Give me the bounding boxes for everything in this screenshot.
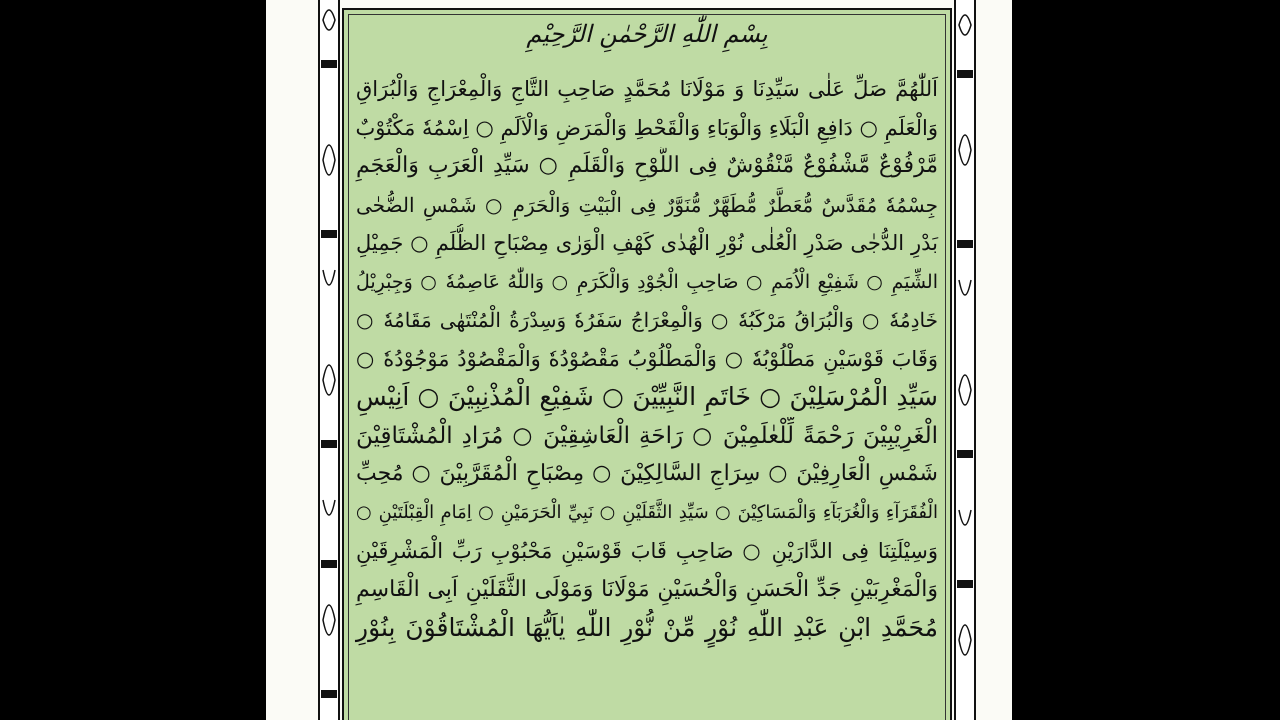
text-panel bbox=[342, 8, 952, 720]
text-line: الْفُقَرَآءِ وَالْغُرَبَآءِ وَالْمَسَاكِيْنَ ○ سَيِّدِ الثَّقَلَيْنِ ○ نَبِيِّ الْحَرَمَيْنِ ○ اِمَامِ الْقِبْلَتَيْنِ ○ bbox=[356, 501, 938, 523]
text-line: شَمْسِ الْعَارِفِيْنَ ○ سِرَاجِ السَّالِكِيْنَ ○ مِصْبَاحِ الْمُقَرَّبِيْنَ ○ مُحِبِّ bbox=[356, 461, 938, 486]
text-line: مَّرْفُوْعٌ مَّشْفُوْعٌ مَّنْقُوْشٌ فِى اللَّوْحِ وَالْقَلَمِ ○ سَيِّدِ الْعَرَبِ وَالْعَجَمِ bbox=[356, 153, 938, 178]
text-line: الشِّيَمِ ○ شَفِيْعِ الْاُمَمِ ○ صَاحِبِ الْجُوْدِ وَالْكَرَمِ ○ وَاللّٰهُ عَاصِمُهٗ ○ وَجِبْرِيْلُ bbox=[356, 270, 938, 293]
text-line: جِسْمُهٗ مُقَدَّسٌ مُّعَطَّرٌ مُّطَهَّرٌ مُّنَوَّرٌ فِى الْبَيْتِ وَالْحَرَمِ ○ شَمْسِ الضُّحٰى bbox=[356, 192, 938, 217]
text-line: بَدْرِ الدُّجٰى صَدْرِ الْعُلٰى نُوْرِ الْهُدٰى كَهْفِ الْوَرٰى مِصْبَاحِ الظُّلَمِ ○ جَمِيْلِ bbox=[356, 231, 938, 255]
text-line: وَقَابَ قَوْسَيْنِ مَطْلُوْبُهٗ ○ وَالْمَطْلُوْبُ مَقْصُوْدُهٗ وَالْمَقْصُوْدُ مَوْجُوْدُهٗ ○ bbox=[356, 346, 938, 371]
left-border-ornament bbox=[318, 0, 340, 720]
text-line: مُحَمَّدِ ابْنِ عَبْدِ اللّٰهِ نُوْرٍ مِّنْ نُّوْرِ اللّٰهِ يٰاَيُّهَا الْمُشْتَاقُوْنَ بِنُوْرِ bbox=[356, 613, 938, 642]
text-line: وَالْعَلَمِ ○ دَافِعِ الْبَلَاءِ وَالْوَبَاءِ وَالْقَحْطِ وَالْمَرَضِ وَالْاَلَمِ ○ اِسْمُهٗ مَكْتُوْبٌ bbox=[355, 115, 938, 140]
text-line: الْغَرِيْبِيْنَ رَحْمَةً لِّلْعٰلَمِيْنَ ○ رَاحَةِ الْعَاشِقِيْنَ ○ مُرَادِ الْمُشْتَاقِيْنَ bbox=[356, 422, 938, 449]
right-border-ornament bbox=[954, 0, 976, 720]
text-line: سَيِّدِ الْمُرْسَلِيْنَ ○ خَاتَمِ النَّبِيِّيْنَ ○ شَفِيْعِ الْمُذْنِبِيْنَ ○ اَنِيْسِ bbox=[356, 382, 938, 411]
text-line: وَالْمَغْرِبَيْنِ جَدِّ الْحَسَنِ وَالْحُسَيْنِ مَوْلَانَا وَمَوْلَى الثَّقَلَيْنِ اَبِى الْقَاسِمِ bbox=[356, 576, 938, 602]
text-line: خَادِمُهٗ ○ وَالْبُرَاقُ مَرْكَبُهٗ ○ وَالْمِعْرَاجُ سَفَرُهٗ وَسِدْرَةُ الْمُنْتَهٰى مَقَامُهٗ ○ bbox=[356, 308, 938, 332]
text-line: اَللّٰهُمَّ صَلِّ عَلٰى سَيِّدِنَا وَ مَوْلَانَا مُحَمَّدٍ صَاحِبِ التَّاجِ وَالْمِعْرَاجِ وَالْبُرَاقِ bbox=[356, 77, 938, 101]
text-line: وَسِيْلَتِنَا فِى الدَّارَيْنِ ○ صَاحِبِ قَابَ قَوْسَيْنِ مَحْبُوْبِ رَبِّ الْمَشْرِقَيْنِ bbox=[356, 539, 938, 563]
body-text bbox=[352, 70, 942, 648]
bismillah-heading: بِسْمِ اللّٰهِ الرَّحْمٰنِ الرَّحِيْمِ bbox=[526, 20, 768, 48]
